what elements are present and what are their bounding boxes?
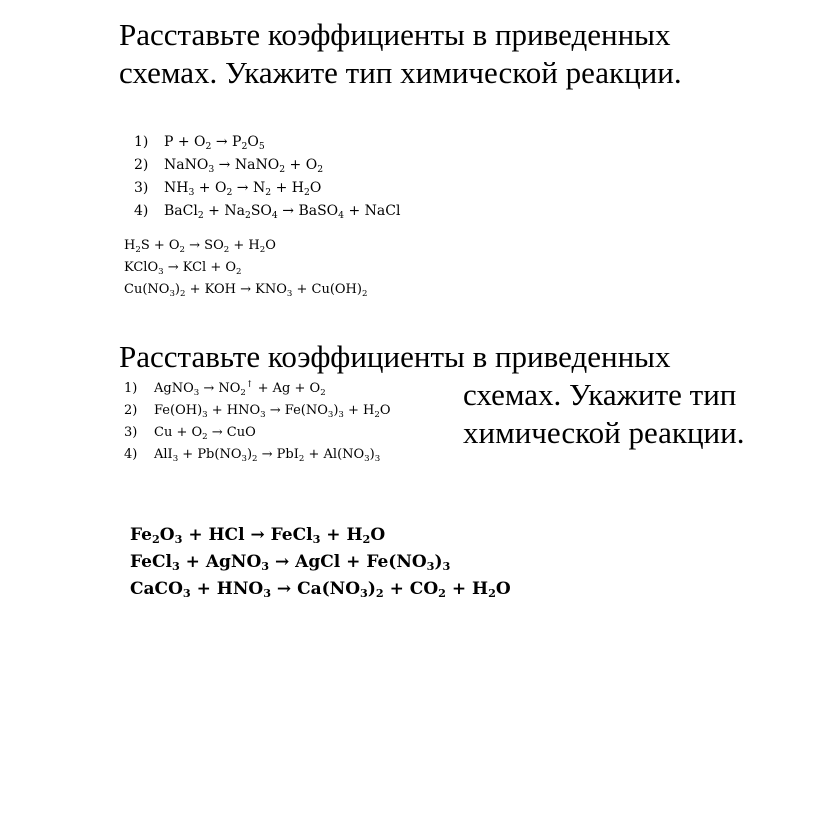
equation-line xyxy=(124,235,367,257)
equation-list-4 xyxy=(130,522,511,603)
heading-line: схемах. Укажите тип xyxy=(463,377,737,412)
equation-text: KClO$_3$ → KCl + $O_2$ xyxy=(124,260,242,277)
equation-number: 4) xyxy=(134,203,149,219)
equation-text: CaCO$_3$ + $HNO_3 \to Ca(NO_3)_2 + CO_2 + H_2O$ xyxy=(130,579,511,600)
equation-list-2 xyxy=(124,235,367,301)
equation-text: BaCl$_2$ + $Na_2SO_4$ → BaSO$_4$ + NaCl xyxy=(164,203,401,221)
task-heading-middle-continued xyxy=(463,376,744,452)
heading-line: химической реакции. xyxy=(463,415,745,450)
equation-line xyxy=(134,200,400,223)
equation-line xyxy=(134,154,400,177)
heading-line: схемах. Укажите тип химической реакции. xyxy=(119,55,682,90)
equation-number: 4) xyxy=(124,447,138,462)
equation-number: 1) xyxy=(134,134,149,150)
equation-line xyxy=(134,177,400,200)
task-heading-middle xyxy=(119,338,671,376)
task-heading-top xyxy=(119,16,682,92)
equation-line xyxy=(130,576,511,603)
equation-text: $Fe_2O_3$ + HCl → FeCl$_3$ + $H_2O$ xyxy=(130,525,386,546)
equation-number: 3) xyxy=(134,180,149,196)
equation-number: 2) xyxy=(134,157,149,173)
equation-number: 2) xyxy=(124,403,138,418)
equation-text: $P + O_2 \to P_2O_5$ xyxy=(164,134,265,152)
equation-text: $NH_3 + O_2 \to N_2 + H_2O$ xyxy=(164,180,322,198)
equation-text: $H_2S + O_2 \to SO_2 + H_2O$ xyxy=(124,238,276,255)
heading-line: Расставьте коэффициенты в приведенных xyxy=(119,339,671,374)
equation-line xyxy=(134,131,400,154)
equation-line xyxy=(124,378,391,400)
equation-text: $Fe(OH)_3 + HNO_3 \to Fe(NO_3)_3 + H_2O$ xyxy=(154,403,391,420)
equation-text: $AlI_3 + Pb(NO_3)_2 \to PbI_2 + Al(NO_3)_3$ xyxy=(154,447,381,464)
equation-line xyxy=(130,522,511,549)
equation-text: $Cu + O_2$ → CuO xyxy=(154,425,256,442)
equation-list-3 xyxy=(124,378,391,466)
equation-text: NaNO$_3$ → NaNO$_2$ + $O_2$ xyxy=(164,157,324,175)
equation-line xyxy=(130,549,511,576)
equation-list-1 xyxy=(134,131,400,223)
equation-text: $Cu(NO_3)_2$ + KOH → $KNO_3 + Cu(OH)_2$ xyxy=(124,282,368,299)
equation-line xyxy=(124,257,367,279)
equation-line xyxy=(124,422,391,444)
equation-line xyxy=(124,444,391,466)
equation-line xyxy=(124,279,367,301)
equation-number: 3) xyxy=(124,425,138,440)
equation-line xyxy=(124,400,391,422)
heading-line: Расставьте коэффициенты в приведенных xyxy=(119,17,671,52)
equation-text: AgNO$_3$ → $NO_2^↑ + Ag + O_2$ xyxy=(154,380,326,398)
equation-number: 1) xyxy=(124,381,138,396)
equation-text: FeCl$_3$ + AgNO$_3$ → AgCl + $Fe(NO_3)_3$ xyxy=(130,552,451,573)
